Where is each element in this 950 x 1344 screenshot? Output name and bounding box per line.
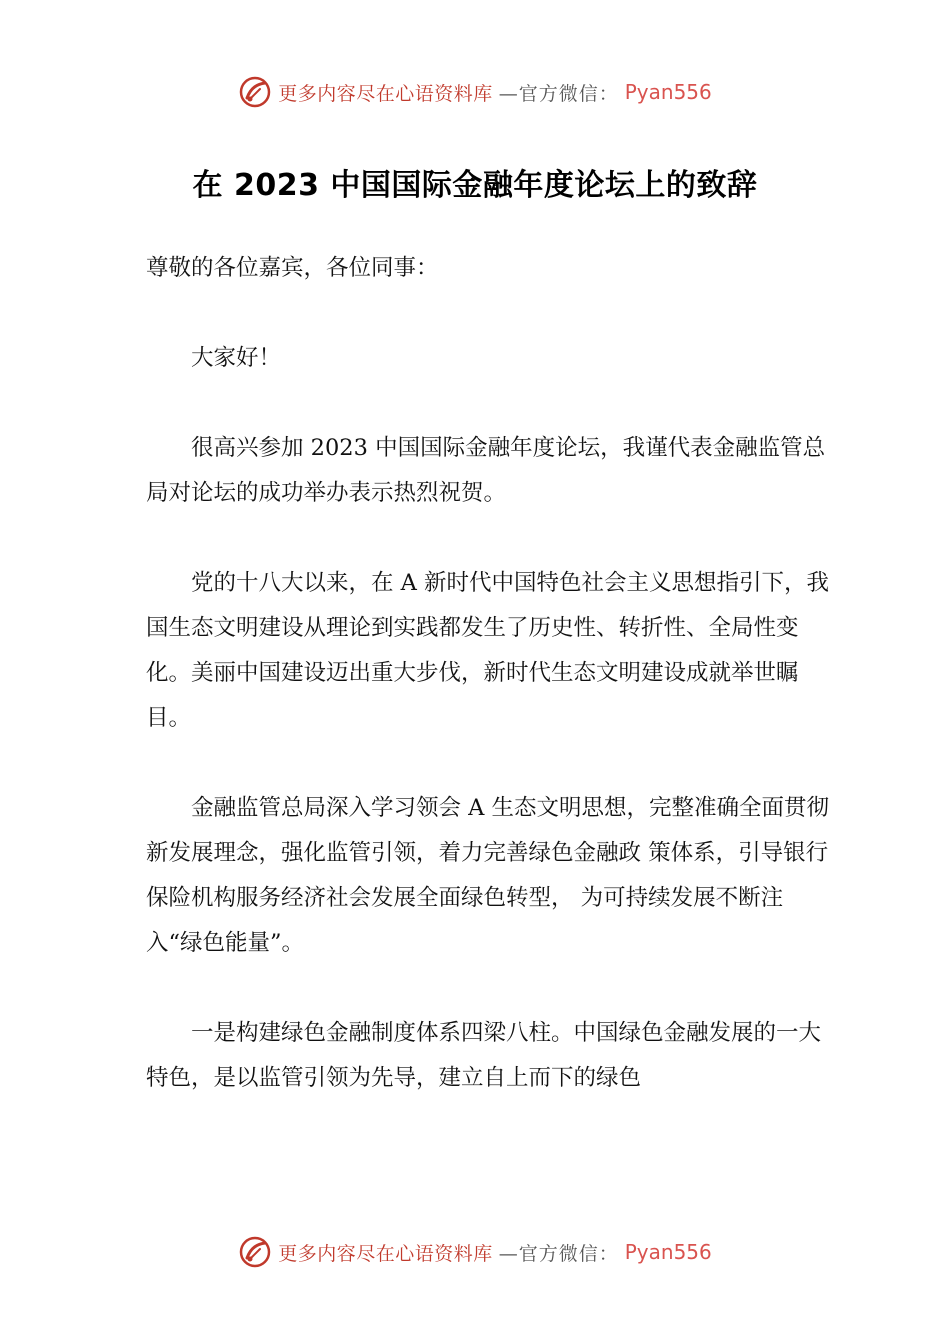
watermark-separator-text: —官方微信： [498, 1242, 619, 1265]
paragraph-regulator-actions: 金融监管总局深入学习领会 A 生态文明思想，完整准确全面贯彻新发展理念，强化监管引领，着力完善绿色金融政 策体系，引导银行保险机构服务经济社会发展全面绿色转型， 为可持续发展不断注入“绿色能量”。 [146, 795, 830, 956]
watermark-brand-text: 更多内容尽在心语资料库 [278, 82, 493, 105]
brand-logo-icon [238, 75, 272, 109]
watermark-separator-text: —官方微信： [498, 82, 619, 105]
footer-watermark [0, 1232, 950, 1272]
brand-logo-icon [238, 1235, 272, 1269]
watermark-wechat-id: Pyan556 [624, 1240, 712, 1264]
header-watermark [0, 72, 950, 112]
paragraph-opening: 很高兴参加 2023 中国国际金融年度论坛，我谨代表金融监管总局对论坛的成功举办表示热烈祝贺。 [146, 435, 826, 506]
salutation: 尊敬的各位嘉宾，各位同事： [146, 255, 439, 281]
paragraph-greeting: 大家好！ [191, 345, 282, 371]
paragraph-point-one: 一是构建绿色金融制度体系四梁八柱。中国绿色金融发展的一大特色，是以监管引领为先导，建立自上而下的绿色 [146, 1020, 822, 1091]
document-body [146, 246, 836, 1146]
paragraph-ecology-progress: 党的十八大以来，在 A 新时代中国特色社会主义思想指引下，我国生态文明建设从理论到实践都发生了历史性、转折性、全局性变化。美丽中国建设迈出重大步伐，新时代生态文明建设成就举世瞩目。 [146, 570, 830, 731]
document-title: 在 2023 中国国际金融年度论坛上的致辞 [192, 168, 758, 203]
watermark-wechat-id: Pyan556 [624, 80, 712, 104]
watermark-brand-text: 更多内容尽在心语资料库 [278, 1242, 493, 1265]
